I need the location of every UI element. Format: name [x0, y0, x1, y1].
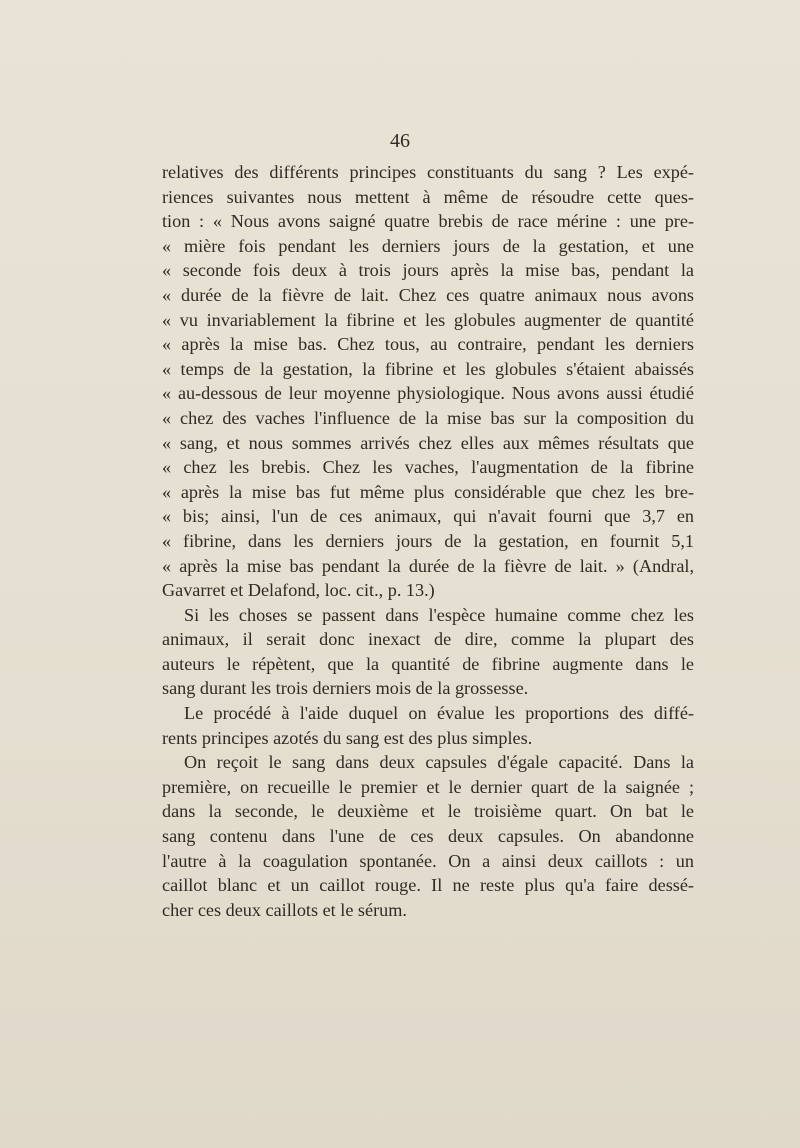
text-line: « temps de la gestation, la fibrine et les globules s'étaient abaissés — [162, 358, 694, 379]
text-line: « chez les brebis. Chez les vaches, l'augmentation de la fibrine — [162, 457, 694, 478]
text-line: « sang, et nous sommes arrivés chez elles aux mêmes résultats que — [162, 432, 694, 453]
text-line: Si les choses se passent dans l'espèce humaine comme chez les — [184, 604, 694, 625]
text-line: Le procédé à l'aide duquel on évalue les proportions des diffé- — [184, 703, 694, 724]
text-line: « chez des vaches l'influence de la mise bas sur la composition du — [162, 407, 694, 428]
text-line: animaux, il serait donc inexact de dire, comme la plupart des — [162, 629, 694, 650]
body-text — [162, 160, 694, 922]
text-line: « fibrine, dans les derniers jours de la gestation, en fournit 5,1 — [162, 530, 694, 551]
text-line: première, on recueille le premier et le dernier quart de la saignée ; — [162, 776, 694, 797]
text-line: relatives des différents principes constituants du sang ? Les expé- — [162, 162, 694, 182]
text-line: rents principes azotés du sang est des plus simples. — [162, 727, 533, 748]
text-line: tion : « Nous avons saigné quatre brebis de race mérine : une pre- — [162, 211, 694, 232]
text-line: sang durant les trois derniers mois de la grossesse. — [162, 678, 529, 699]
text-line: dans la seconde, le deuxième et le troisième quart. On bat le — [162, 801, 694, 822]
page-number: 46 — [390, 130, 410, 152]
text-line: auteurs le répètent, que la quantité de fibrine augmente dans le — [162, 653, 694, 674]
text-line: On reçoit le sang dans deux capsules d'égale capacité. Dans la — [184, 752, 694, 773]
text-line: sang contenu dans l'une de ces deux capsules. On abandonne — [162, 826, 694, 847]
text-line: « après la mise bas. Chez tous, au contraire, pendant les derniers — [162, 334, 694, 355]
text-line: « mière fois pendant les derniers jours de la gestation, et une — [162, 235, 694, 256]
text-line: cher ces deux caillots et le sérum. — [162, 899, 407, 920]
text-line: « après la mise bas fut même plus considérable que chez les bre- — [162, 481, 694, 502]
text-line: riences suivantes nous mettent à même de résoudre cette ques- — [162, 186, 694, 207]
text-line: « après la mise bas pendant la durée de la fièvre de lait. » (Andral, — [162, 555, 694, 576]
text-line: « au-dessous de leur moyenne physiologique. Nous avons aussi étudié — [162, 383, 694, 404]
text-line: caillot blanc et un caillot rouge. Il ne reste plus qu'a faire dessé- — [162, 875, 694, 896]
text-line: « seconde fois deux à trois jours après la mise bas, pendant la — [162, 260, 694, 281]
text-line: l'autre à la coagulation spontanée. On a ainsi deux caillots : un — [162, 850, 694, 871]
text-line: Gavarret et Delafond, loc. cit., p. 13.) — [162, 580, 435, 601]
text-line: « vu invariablement la fibrine et les globules augmenter de quantité — [162, 309, 694, 330]
text-line: « bis; ainsi, l'un de ces animaux, qui n'avait fourni que 3,7 en — [162, 506, 694, 527]
text-line: « durée de la fièvre de lait. Chez ces quatre animaux nous avons — [162, 284, 694, 305]
